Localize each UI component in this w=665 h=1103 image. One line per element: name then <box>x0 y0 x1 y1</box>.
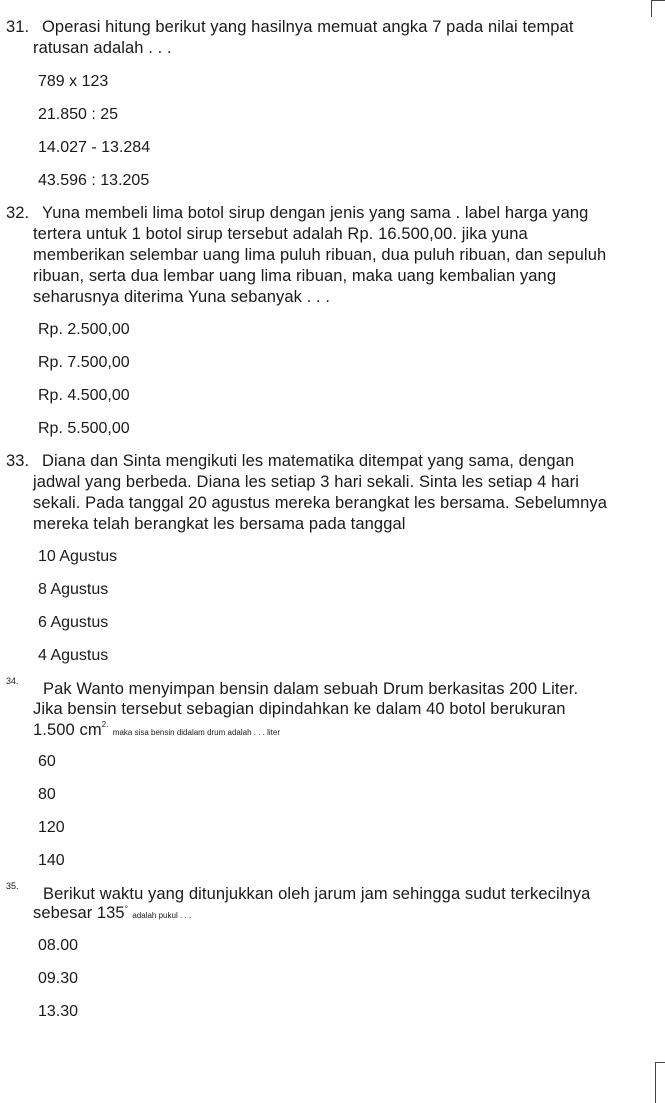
question-34-unit-tail: maka sisa bensin didalam drum adalah . . . liter <box>112 728 280 737</box>
question-33-option-a[interactable]: 10 Agustus <box>38 548 118 565</box>
question-33-text-line4: mereka telah berangkat les bersama pada tanggal <box>33 515 406 533</box>
question-34-unit-value: 1.500 cm <box>33 721 102 739</box>
question-32-number: 32. <box>6 204 30 222</box>
bottom-right-corner-mark <box>655 1062 665 1103</box>
question-32-text-line3: memberikan selembar uang lima puluh ribuan, dua puluh ribuan, dan sepuluh <box>33 246 607 264</box>
question-32-text-line2: tertera untuk 1 botol sirup tersebut adalah Rp. 16.500,00. jika yuna <box>33 225 528 243</box>
question-31-option-d[interactable]: 43.596 : 13.205 <box>38 172 150 189</box>
question-32-text-line5: seharusnya diterima Yuna sebanyak . . . <box>33 288 331 306</box>
question-35-angle-value: 135 <box>96 904 125 922</box>
question-35-text-line2 <box>33 903 191 924</box>
question-34-text-line1: Pak Wanto menyimpan bensin dalam sebuah Drum berkasitas 200 Liter. <box>43 680 579 698</box>
question-33-option-c[interactable]: 6 Agustus <box>38 614 109 631</box>
question-35-option-a[interactable]: 08.00 <box>38 937 79 954</box>
question-34-text-line2: Jika bensin tersebut sebagian dipindahkan ke dalam 40 botol berukuran <box>33 700 566 718</box>
question-33-text-line1: Diana dan Sinta mengikuti les matematika ditempat yang sama, dengan <box>42 452 575 470</box>
top-right-corner-mark <box>651 0 665 17</box>
question-33-text-line3: sekali. Pada tanggal 20 agustus mereka berangkat les bersama. Sebelumnya <box>33 494 608 512</box>
question-35-angle-tail: adalah pukul . . . <box>132 911 192 920</box>
question-32-option-a[interactable]: Rp. 2.500,00 <box>38 321 130 338</box>
question-32-text-line4: ribuan, serta dua lembar uang lima ribuan, maka uang kembalian yang <box>33 267 557 285</box>
question-31-option-c[interactable]: 14.027 - 13.284 <box>38 139 151 156</box>
question-31-number: 31. <box>6 18 30 36</box>
question-34-option-d[interactable]: 140 <box>38 852 65 869</box>
question-33-option-d[interactable]: 4 Agustus <box>38 647 109 664</box>
question-32-text-line1: Yuna membeli lima botol sirup dengan jenis yang sama . label harga yang <box>42 204 589 222</box>
question-35-option-c[interactable]: 13.30 <box>38 1003 79 1020</box>
question-35-text-line1: Berikut waktu yang ditunjukkan oleh jarum jam sehingga sudut terkecilnya <box>43 885 591 903</box>
question-31-text-line2: ratusan adalah . . . <box>33 39 172 57</box>
question-32-option-b[interactable]: Rp. 7.500,00 <box>38 354 130 371</box>
question-35-number: 35. <box>6 881 19 891</box>
question-33-option-b[interactable]: 8 Agustus <box>38 581 109 598</box>
question-31-option-a[interactable]: 789 x 123 <box>38 73 109 90</box>
question-31-text-line1: Operasi hitung berikut yang hasilnya memuat angka 7 pada nilai tempat <box>42 18 574 36</box>
question-34-option-c[interactable]: 120 <box>38 819 65 836</box>
question-35-line2-prefix: sebesar <box>33 904 93 922</box>
question-34-unit-sup: 2. <box>101 719 109 729</box>
question-34-number: 34. <box>6 676 19 686</box>
question-32-option-d[interactable]: Rp. 5.500,00 <box>38 420 130 437</box>
question-32-option-c[interactable]: Rp. 4.500,00 <box>38 387 130 404</box>
question-35-option-b[interactable]: 09.30 <box>38 970 79 987</box>
question-31-option-b[interactable]: 21.850 : 25 <box>38 106 119 123</box>
question-33-text-line2: jadwal yang berbeda. Diana les setiap 3 hari sekali. Sinta les setiap 4 hari <box>33 473 580 491</box>
question-33-number: 33. <box>6 452 30 470</box>
question-34-option-a[interactable]: 60 <box>38 753 56 770</box>
question-35-angle-sup: ° <box>124 904 128 914</box>
question-34-text-line3 <box>33 720 280 741</box>
question-34-option-b[interactable]: 80 <box>38 786 56 803</box>
